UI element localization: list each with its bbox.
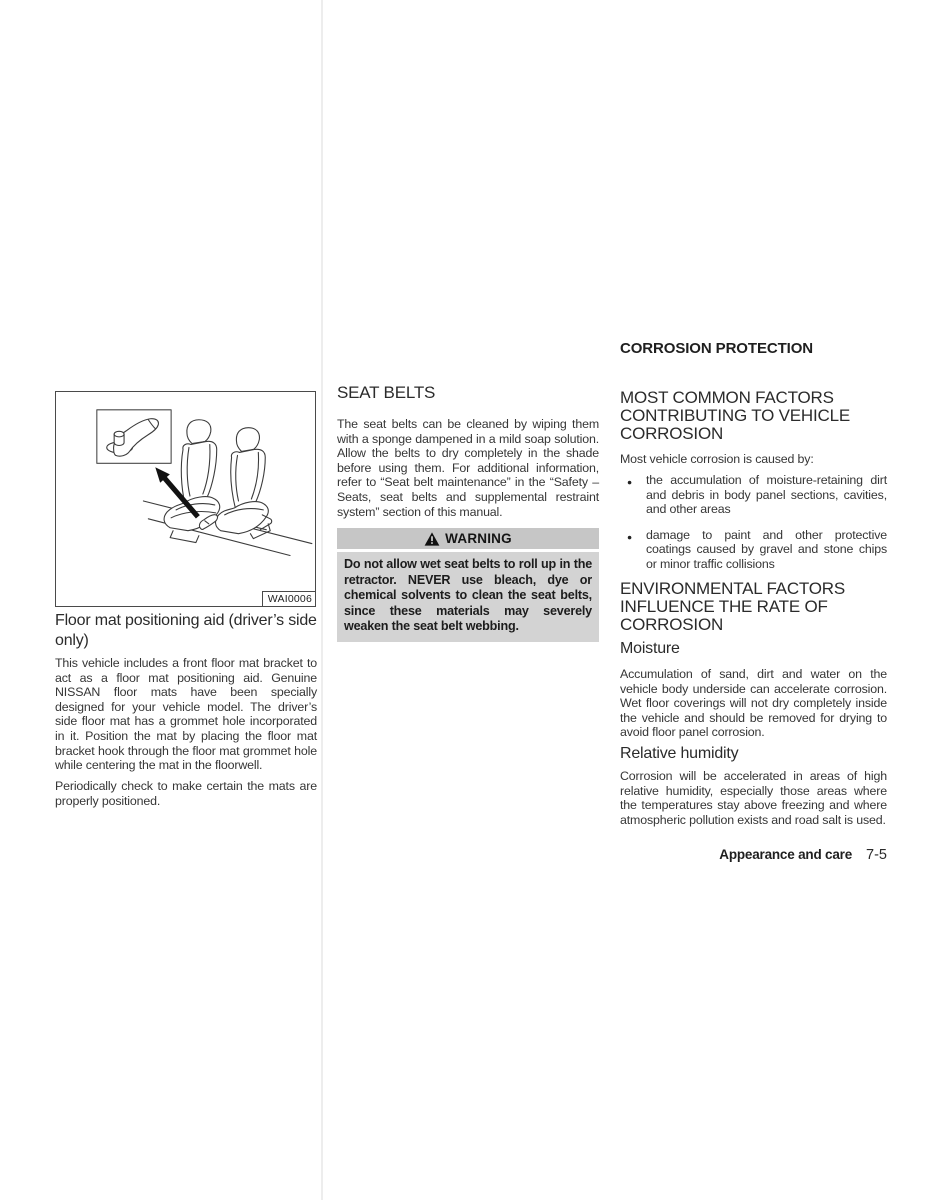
list-item: ● damage to paint and other protective coatings caused by gravel and stone chips or minor traffic collisions bbox=[620, 528, 887, 572]
floor-mat-paragraph: This vehicle includes a front floor mat bracket to act as a floor mat positioning aid. Genuine NISSAN floor mats have been specially designed for your vehicle model. The driver’s side floor mat has a grommet hole incorporated in it. Position the mat by placing the floor mat bracket hook through the floor mat grommet hole while centering the mat in the floorwell. bbox=[55, 656, 317, 773]
footer-section-label: Appearance and care bbox=[719, 847, 853, 862]
most-common-factors-heading: MOST COMMON FACTORS CONTRIBUTING TO VEHICLE CORROSION bbox=[620, 388, 850, 443]
environmental-factors-heading: ENVIRONMENTAL FACTORS INFLUENCE THE RATE OF CORROSION bbox=[620, 579, 846, 634]
relative-humidity-heading: Relative humidity bbox=[620, 745, 739, 762]
warning-title: WARNING bbox=[445, 531, 512, 546]
footer-page-number: 7-5 bbox=[866, 847, 887, 863]
factors-list bbox=[620, 473, 887, 583]
seat-belts-heading: SEAT BELTS bbox=[337, 383, 436, 402]
right-seat bbox=[216, 428, 272, 539]
warning-box bbox=[337, 528, 599, 642]
list-item: ● the accumulation of moisture-retaining dirt and debris in body panel sections, cavities, and other areas bbox=[620, 473, 887, 517]
warning-header bbox=[337, 528, 599, 549]
factors-intro: Most vehicle corrosion is caused by: bbox=[620, 452, 814, 466]
figure-code-label: WAI0006 bbox=[262, 591, 315, 606]
moisture-paragraph: Accumulation of sand, dirt and water on the vehicle body underside can accelerate corrosion. Wet floor coverings will not dry completely inside the vehicle and should be removed for drying to avoid floor panel corrosion. bbox=[620, 667, 887, 740]
warning-text: Do not allow wet seat belts to roll up in the retractor. NEVER use bleach, dye or chemical solvents to clean the seat belts, since these materials may severely weaken the seat belt webbing. bbox=[337, 552, 599, 642]
corrosion-protection-title: CORROSION PROTECTION bbox=[620, 340, 814, 357]
figure-box bbox=[55, 391, 316, 607]
warning-triangle-icon bbox=[424, 532, 440, 546]
page-footer bbox=[620, 847, 887, 863]
floor-mat-illustration bbox=[56, 392, 315, 606]
moisture-heading: Moisture bbox=[620, 640, 680, 657]
seat-belts-paragraph: The seat belts can be cleaned by wiping them with a sponge dampened in a mild soap solution. Allow the belts to dry completely in the shade before using them. For additional information, refer to “Seat belt maintenance” in the “Safety – Seats, seat belts and supplemental restraint system” section of this manual. bbox=[337, 417, 599, 519]
relative-humidity-paragraph: Corrosion will be accelerated in areas of high relative humidity, especially those areas where the temperatures stay above freezing and where atmospheric pollution exists and road salt is used. bbox=[620, 769, 887, 827]
figure-caption: Floor mat positioning aid (driver’s side only) bbox=[55, 612, 317, 649]
inset-detail bbox=[97, 410, 171, 464]
floor-mat-check-paragraph: Periodically check to make certain the mats are properly positioned. bbox=[55, 779, 317, 808]
column-divider bbox=[321, 0, 323, 1200]
